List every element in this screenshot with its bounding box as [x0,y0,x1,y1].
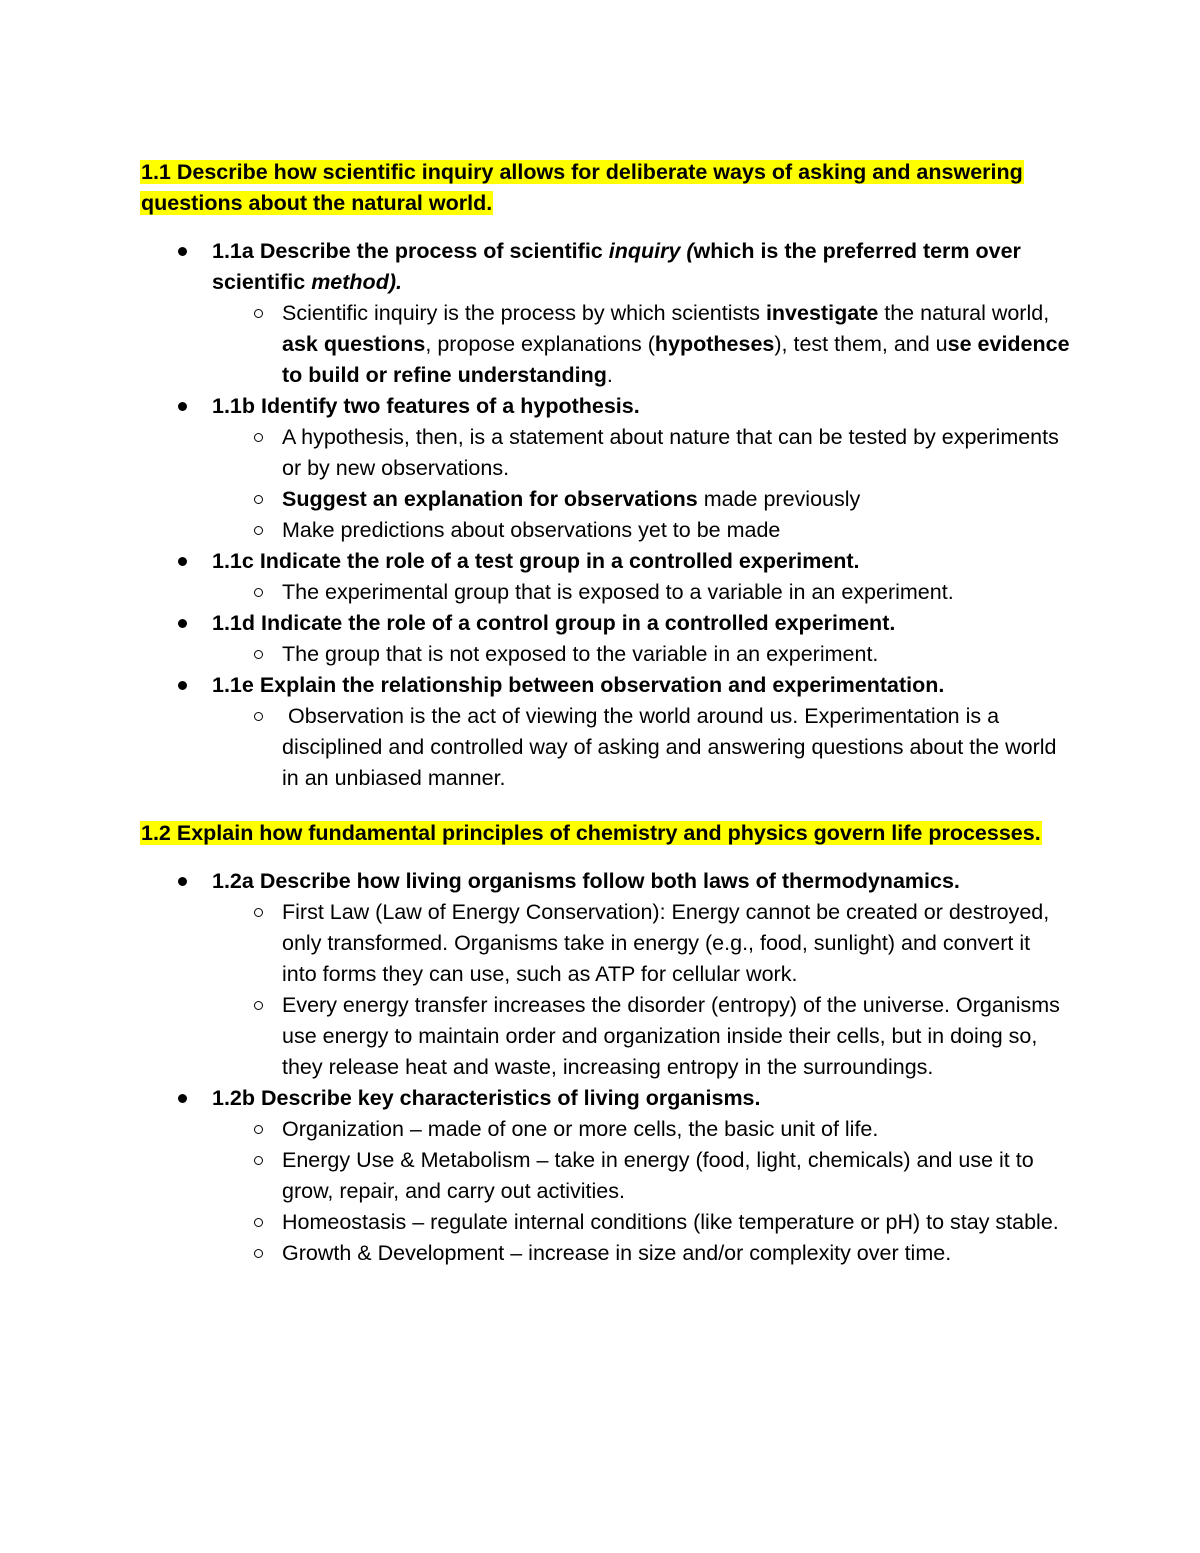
objective-title: 1.1e Explain the relationship between observation and experimentation. [212,673,945,697]
answer-item: A hypothesis, then, is a statement about nature that can be tested by experiments or by new observations. [212,422,1070,484]
objective-list [140,236,1070,794]
answer-item: Scientific inquiry is the process by which scientists investigate the natural world, ask questions, propose explanations (hypotheses), test them, and use evidence to build or refine understanding. [212,298,1070,391]
objective-1-1b [140,391,1070,546]
circle-bullet-icon [254,1156,263,1165]
answer-item: Growth & Development – increase in size and/or complexity over time. [212,1238,1070,1269]
objective-1-1c [140,546,1070,608]
answer-item: Make predictions about observations yet to be made [212,515,1070,546]
circle-bullet-icon [254,309,263,318]
bullet-icon [178,247,187,256]
bullet-icon [178,1094,187,1103]
circle-bullet-icon [254,1218,263,1227]
answer-list [212,298,1070,391]
objective-title: 1.1b Identify two features of a hypothesis. [212,394,640,418]
circle-bullet-icon [254,650,263,659]
section-heading [140,157,1070,219]
objective-title: 1.2b Describe key characteristics of living organisms. [212,1086,761,1110]
circle-bullet-icon [254,712,263,721]
section-heading-highlight: 1.1 Describe how scientific inquiry allows for deliberate ways of asking and answering questions about the natural world. [141,160,1023,215]
answer-item: The experimental group that is exposed to a variable in an experiment. [212,577,1070,608]
objective-list [140,866,1070,1269]
objective-title: 1.1d Indicate the role of a control group in a controlled experiment. [212,611,896,635]
section-heading [140,818,1070,849]
answer-item: Organization – made of one or more cells, the basic unit of life. [212,1114,1070,1145]
bullet-icon [178,877,187,886]
bullet-icon [178,681,187,690]
objective-1-2a [140,866,1070,1083]
objective-1-1d [140,608,1070,670]
bullet-icon [178,557,187,566]
answer-item: The group that is not exposed to the variable in an experiment. [212,639,1070,670]
bullet-icon [178,619,187,628]
objective-1-2b [140,1083,1070,1269]
answer-list [212,577,1070,608]
circle-bullet-icon [254,526,263,535]
section-heading-highlight: 1.2 Explain how fundamental principles of chemistry and physics govern life processes. [141,821,1041,845]
answer-item: Homeostasis – regulate internal conditions (like temperature or pH) to stay stable. [212,1207,1070,1238]
answer-list [212,701,1070,794]
circle-bullet-icon [254,588,263,597]
circle-bullet-icon [254,1249,263,1258]
objective-1-1e [140,670,1070,794]
answer-item: Observation is the act of viewing the world around us. Experimentation is a disciplined and controlled way of asking and answering questions about the world in an unbiased manner. [212,701,1070,794]
circle-bullet-icon [254,433,263,442]
circle-bullet-icon [254,908,263,917]
answer-list [212,639,1070,670]
document-page [140,157,1070,1293]
bullet-icon [178,402,187,411]
answer-item: Every energy transfer increases the disorder (entropy) of the universe. Organisms use energy to maintain order and organization inside their cells, but in doing so, they release heat and waste, increasing entropy in the surroundings. [212,990,1070,1083]
section-1-1 [140,157,1070,794]
answer-item: First Law (Law of Energy Conservation): Energy cannot be created or destroyed, only transformed. Organisms take in energy (e.g., food, sunlight) and convert it into forms they can use, such as ATP for cellular work. [212,897,1070,990]
answer-item: Energy Use & Metabolism – take in energy (food, light, chemicals) and use it to grow, repair, and carry out activities. [212,1145,1070,1207]
answer-item: Suggest an explanation for observations made previously [212,484,1070,515]
circle-bullet-icon [254,1001,263,1010]
objective-title: 1.1c Indicate the role of a test group in a controlled experiment. [212,549,860,573]
section-1-2 [140,818,1070,1269]
answer-list [212,1114,1070,1269]
objective-title: 1.1a Describe the process of scientific inquiry (which is the preferred term over scientific method). [212,239,1021,294]
answer-list [212,422,1070,546]
answer-list [212,897,1070,1083]
objective-title: 1.2a Describe how living organisms follow both laws of thermodynamics. [212,869,960,893]
circle-bullet-icon [254,495,263,504]
circle-bullet-icon [254,1125,263,1134]
objective-1-1a [140,236,1070,391]
